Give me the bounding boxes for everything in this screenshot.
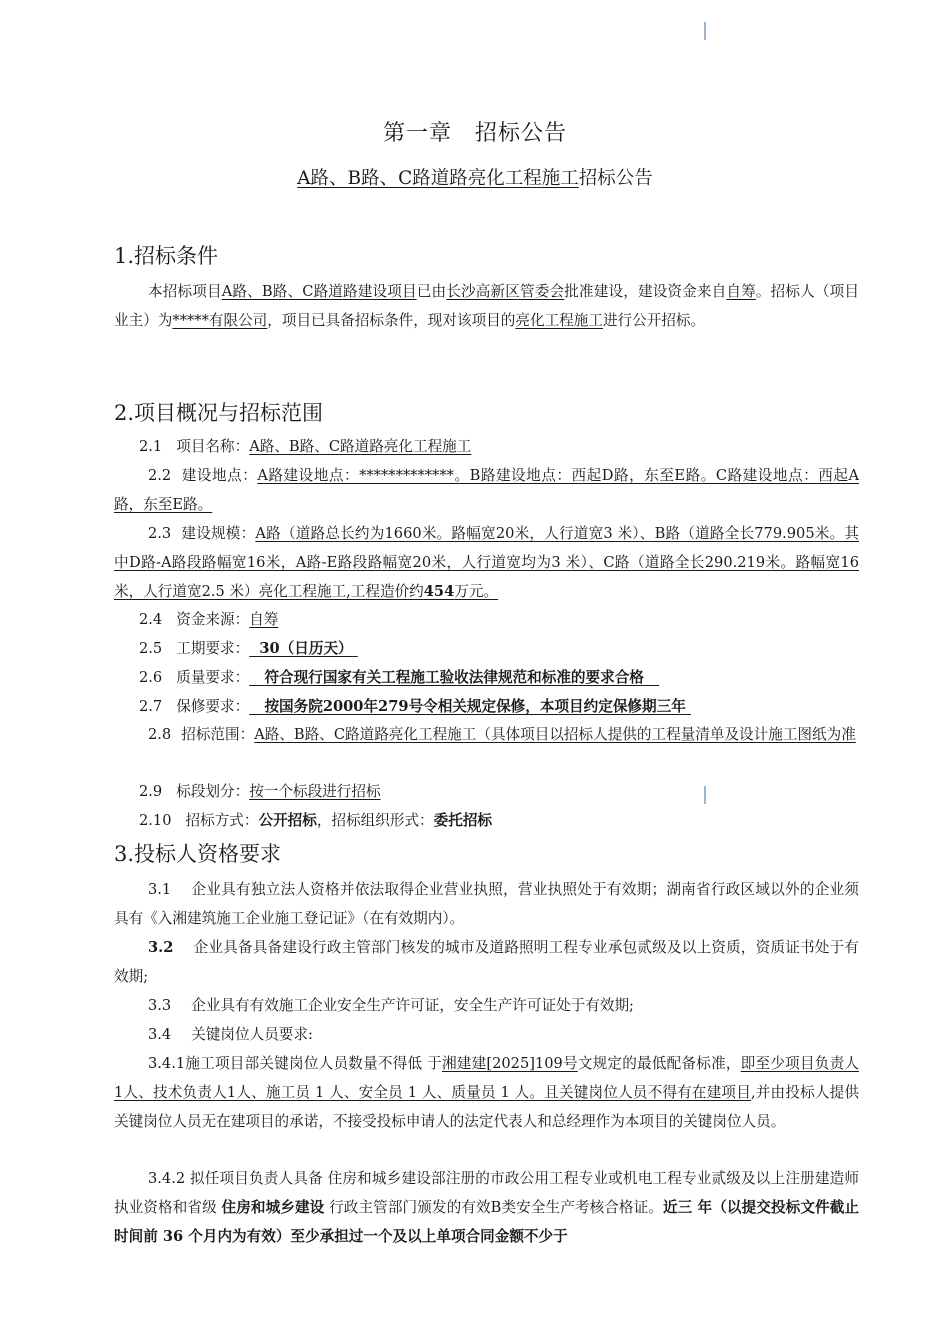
requirement-3-4-2: 3.4.2 拟任项目负责人具备 住房和城乡建设部注册的市政公用工程专业或机电工程专业贰级及以上注册建造师执业资格和省级 住房和城乡建设 行政主管部门颁发的有效B类安全生产考核合格证。近三 年（以提交投标文件截止时间前 36 个月内为有效）至少承担过一个及以上单项合同金额不少于	[114, 1170, 859, 1245]
item-2-9: 2.9 标段划分：按一个标段进行招标	[139, 783, 381, 800]
item-2-8: 2.8 招标范围：A路、B路、C路道路亮化工程施工（具体项目以招标人提供的工程量清单及设计施工图纸为准	[148, 726, 856, 743]
section-2-heading: 2.项目概况与招标范围	[114, 401, 324, 425]
requirement-3-3: 3.3 企业具有有效施工企业安全生产许可证，安全生产许可证处于有效期;	[148, 997, 634, 1014]
requirement-3-4-1: 3.4.1施工项目部关键岗位人员数量不得低 于湘建建[2025]109号文规定的最低配备标准，即至少项目负责人1人、技术负责人1人、施工员 1 人、安全员 1 人、质量员 1 人。且关键岗位人员不得有在建项目,并由投标人提供关键岗位人员无在建项目的承诺，不接受投标申请人的法定代表人和总经理作为本项目的关键岗位人员。	[114, 1055, 860, 1130]
item-2-10: 2.10 招标方式：公开招标，招标组织形式：委托招标	[139, 812, 493, 829]
requirement-3-4: 3.4 关键岗位人员要求:	[148, 1026, 313, 1043]
requirement-3-2: 3.2 企业具备具备建设行政主管部门核发的城市及道路照明工程专业承包贰级及以上资质，资质证书处于有效期;	[114, 939, 859, 985]
notice-title	[0, 164, 950, 190]
item-2-6: 2.6 质量要求： 符合现行国家有关工程施工验收法律规范和标准的要求合格	[139, 669, 644, 686]
section-1-heading: 1.招标条件	[114, 244, 219, 268]
item-2-1: 2.1 项目名称：A路、B路、C路道路亮化工程施工	[139, 438, 472, 455]
section-1-paragraph: 本招标项目A路、B路、C路道路建设项目已由长沙高新区管委会批准建设，建设资金来自自筹。招标人（项目业主）为*****有限公司，项目已具备招标条件，现对该项目的亮化工程施工进行公开招标。	[114, 283, 859, 329]
cursor-mark-top	[704, 22, 706, 40]
section-3-heading: 3.投标人资格要求	[114, 842, 282, 866]
notice-title-project: A路、B路、C路道路亮化工程施工	[297, 168, 579, 189]
notice-title-suffix: 招标公告	[578, 168, 653, 189]
item-2-7: 2.7 保修要求： 按国务院2000年279号令相关规定保修，本项目约定保修期三年	[139, 698, 686, 715]
item-2-4: 2.4 资金来源：自筹	[139, 611, 279, 628]
item-2-2: 2.2 建设地点：A路建设地点：*************。B路建设地点：西起D路，东至E路。C路建设地点：西起A路，东至E路。	[114, 467, 859, 513]
item-2-3: 2.3 建设规模：A路（道路总长约为1660米。路幅宽20米，人行道宽3 米）、B路（道路全长779.905米。其中D路-A路段路幅宽16米，A路-E路段路幅宽20米，人行道宽均为3 米）、C路（道路全长290.219米。路幅宽16米，人行道宽2.5 米）亮化工程施工,工程造价约454万元。	[114, 525, 859, 600]
chapter-title: 第一章 招标公告	[382, 121, 567, 146]
item-2-5: 2.5 工期要求： 30（日历天）	[139, 640, 353, 657]
requirement-3-1: 3.1 企业具有独立法人资格并依法取得企业营业执照，营业执照处于有效期；湖南省行政区域以外的企业须具有《入湘建筑施工企业施工登记证》（在有效期内）。	[114, 881, 859, 927]
